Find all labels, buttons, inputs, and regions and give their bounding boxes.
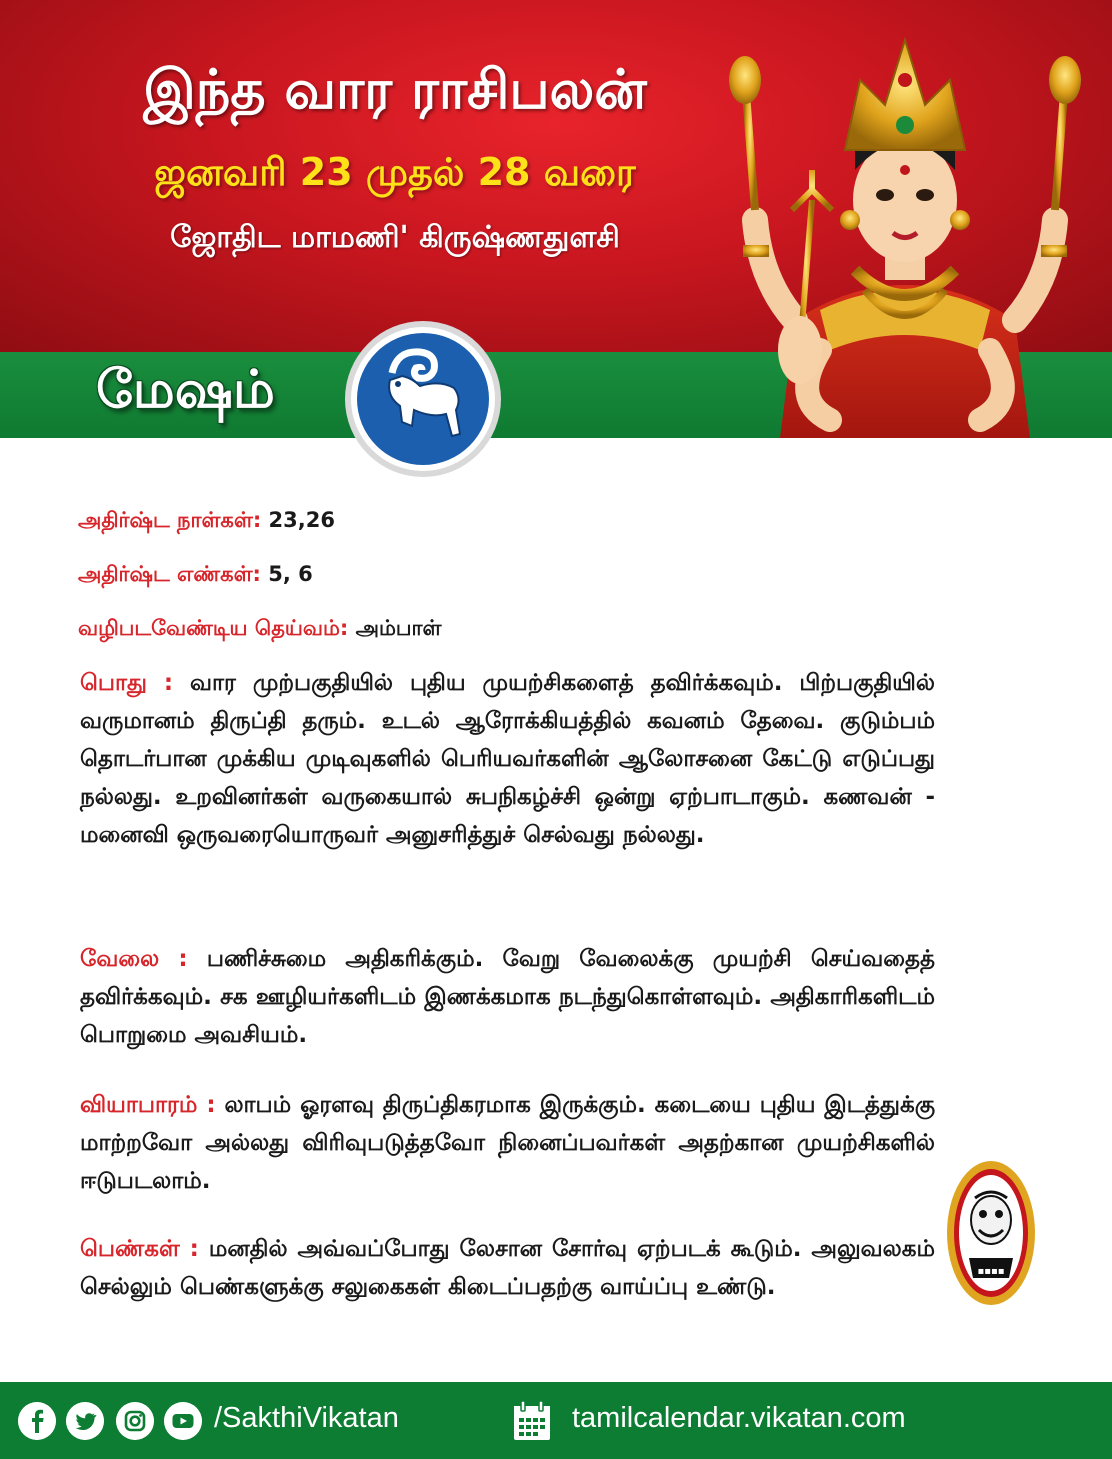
business-label: வியாபாரம் :: [80, 1092, 225, 1118]
date-range: ஜனவரி 23 முதல் 28 வரை: [154, 150, 636, 194]
vikatan-mascot-logo: [945, 1158, 1037, 1308]
instagram-icon[interactable]: [116, 1402, 154, 1440]
lucky-days-label: அதிர்ஷ்ட நாள்கள்:: [78, 508, 269, 532]
calendar-icon: [512, 1400, 552, 1442]
facebook-icon[interactable]: [18, 1402, 56, 1440]
aries-ram-icon: [342, 318, 504, 480]
business-section: [80, 1086, 935, 1200]
youtube-icon[interactable]: [164, 1402, 202, 1440]
goddess-illustration: [700, 20, 1110, 438]
page-title: இந்த வார ராசிபலன்: [143, 58, 647, 121]
lucky-days: [78, 508, 335, 535]
general-section: [80, 664, 935, 854]
work-text: பணிச்சுமை அதிகரிக்கும். வேறு வேலைக்கு முயற்சி செய்வதைத் தவிர்க்கவும். சக ஊழியர்களிடம் இணக்கமாக நடந்துகொள்ளவும். அதிகாரிகளிடம் பொறுமை அவசியம்.: [80, 946, 935, 1048]
women-text: மனதில் அவ்வப்போது லேசான சோர்வு ஏற்படக் கூடும். அலுவலகம் செல்லும் பெண்களுக்கு சலுகைகள் கிடைப்பதற்கு வாய்ப்பு உண்டு.: [80, 1236, 935, 1300]
deity-value: அம்பாள்: [355, 616, 442, 640]
business-text: லாபம் ஓரளவு திருப்திகரமாக இருக்கும். கடையை புதிய இடத்துக்கு மாற்றவோ அல்லது விரிவுபடுத்தவோ நினைப்பவர்கள் அதற்கான முயற்சிகளில் ஈடுபடலாம்.: [80, 1092, 935, 1194]
general-text: வார முற்பகுதியில் புதிய முயற்சிகளைத் தவிர்க்கவும். பிற்பகுதியில் வருமானம் திருப்தி தரும். உடல் ஆரோக்கியத்தில் கவனம் தேவை. குடும்பம் தொடர்பான முக்கிய முடிவுகளில் பெரியவர்களின் ஆலோசனை கேட்டு எடுப்பது நல்லது. உறவினர்கள் வருகையால் சுபநிகழ்ச்சி ஒன்று ஏற்பாடாகும். கணவன் - மனைவி ஒருவரையொருவர் அனுசரித்துச் செல்வது நல்லது.: [80, 670, 935, 848]
lucky-numbers-label: அதிர்ஷ்ட எண்கள்:: [78, 562, 269, 586]
women-label: பெண்கள் :: [80, 1236, 209, 1262]
work-label: வேலை :: [80, 946, 207, 972]
svg-text:▪▪▪▪: ▪▪▪▪: [977, 1266, 1005, 1277]
general-label: பொது :: [80, 670, 191, 696]
twitter-icon[interactable]: [66, 1402, 104, 1440]
social-handle[interactable]: /SakthiVikatan: [214, 1402, 399, 1434]
lucky-days-value: 23,26: [268, 508, 335, 532]
work-section: [80, 940, 935, 1054]
website-link[interactable]: tamilcalendar.vikatan.com: [572, 1402, 906, 1434]
lucky-numbers-value: 5, 6: [268, 562, 313, 586]
lucky-numbers: [78, 562, 313, 589]
women-section: [80, 1230, 935, 1306]
deity: [78, 616, 441, 643]
astrologer-name: ஜோதிட மாமணி' கிருஷ்ணதுளசி: [170, 220, 620, 255]
zodiac-sign-name: மேஷம்: [96, 360, 275, 420]
deity-label: வழிபடவேண்டிய தெய்வம்:: [78, 616, 356, 640]
